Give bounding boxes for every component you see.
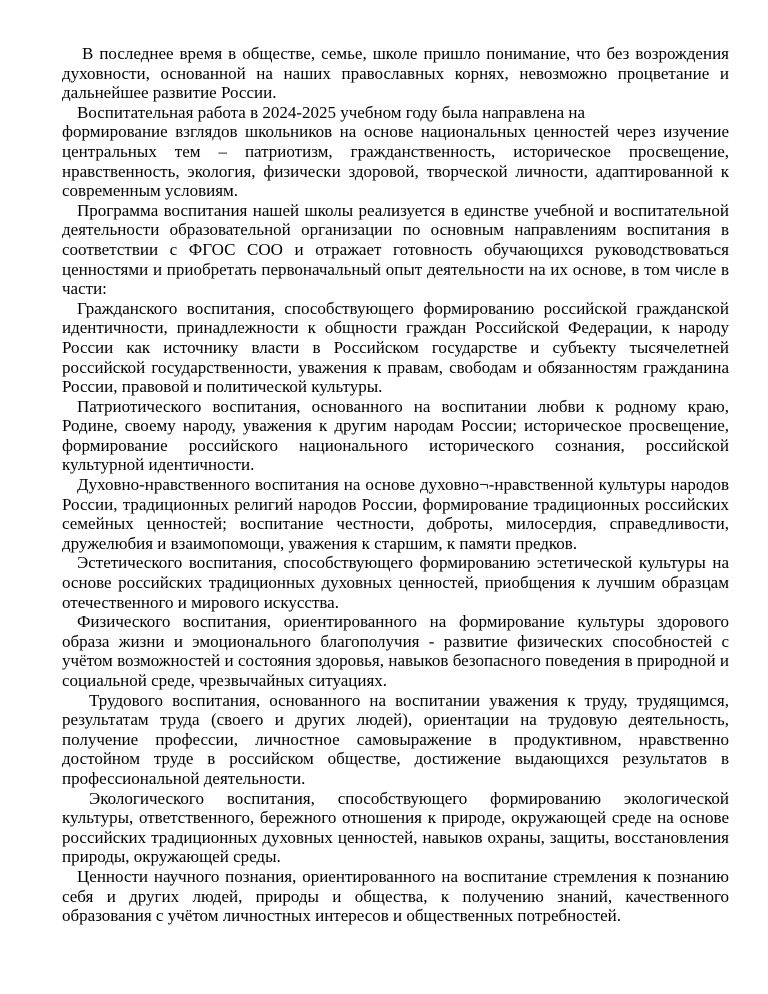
paragraph-patriotic: Патриотического воспитания, основанного на воспитании любви к родному краю, Родине, своему народу, уважения к другим народам России; историческое просвещение, формирование российского национального исторического сознания, российской культурной идентичности. xyxy=(62,396,729,475)
paragraph-ecological: Экологического воспитания, способствующего формированию экологической культуры, ответственного, бережного отношения к природе, окружающей среде на основе российских традиционных духовных ценностей, навыков охраны, защиты, восстановления природы, окружающей среды. xyxy=(62,788,729,867)
paragraph-labor: Трудового воспитания, основанного на воспитании уважения к труду, трудящимся, результатам труда (своего и других людей), ориентации на трудовую деятельность, получение профессии, личностное самовыражение в продуктивном, нравственно достойном труде в российском обществе, достижение выдающихся результатов в профессиональной деятельности. xyxy=(62,690,729,788)
paragraph-scientific: Ценности научного познания, ориентированного на воспитание стремления к познанию себя и других людей, природы и общества, к получению знаний, качественного образования с учётом личностных интересов и общественных потребностей. xyxy=(62,866,729,926)
paragraph-work-direction: Воспитательная работа в 2024-2025 учебном году была направлена на xyxy=(77,102,586,122)
document-page xyxy=(62,44,729,926)
paragraph-intro: В последнее время в обществе, семье, школе пришло понимание, что без возрождения духовности, основанной на наших православных корнях, невозможно процветание и дальнейшее развитие России. xyxy=(62,44,729,103)
paragraph-views-formation: формирование взглядов школьников на основе национальных ценностей через изучение центральных тем – патриотизм, гражданственность, историческое просвещение, нравственность, экология, физически здоровой, творческой личности, адаптированной к современным условиям. xyxy=(62,122,729,201)
paragraph-program: Программа воспитания нашей школы реализуется в единстве учебной и воспитательной деятельности образовательной организации по основным направлениям воспитания в соответствии с ФГОС СОО и отражает готовность обучающихся руководствоваться ценностями и приобретать первоначальный опыт деятельности на их основе, в том числе в части: xyxy=(62,200,729,299)
paragraph-civic: Гражданского воспитания, способствующего формированию российской гражданской идентичности, принадлежности к общности граждан Российской Федерации, к народу России как источнику власти в Российском государстве и субъекту тысячелетней российской государственности, уважения к правам, свободам и обязанностям гражданина России, правовой и политической культуры. xyxy=(62,298,729,397)
paragraph-aesthetic: Эстетического воспитания, способствующего формированию эстетической культуры на основе российских традиционных духовных ценностей, приобщения к лучшим образцам отечественного и мирового искусства. xyxy=(62,553,729,612)
paragraph-spiritual-moral: Духовно-нравственного воспитания на основе духовно¬-нравственной культуры народов России, традиционных религий народов России, формирование традиционных российских семейных ценностей; воспитание честности, доброты, милосердия, справедливости, дружелюбия и взаимопомощи, уважения к старшим, к памяти предков. xyxy=(62,475,729,553)
paragraph-physical: Физического воспитания, ориентированного на формирование культуры здорового образа жизни и эмоционального благополучия - развитие физических способностей с учётом возможностей и состояния здоровья, навыков безопасного поведения в природной и социальной среде, чрезвычайных ситуациях. xyxy=(62,612,729,690)
